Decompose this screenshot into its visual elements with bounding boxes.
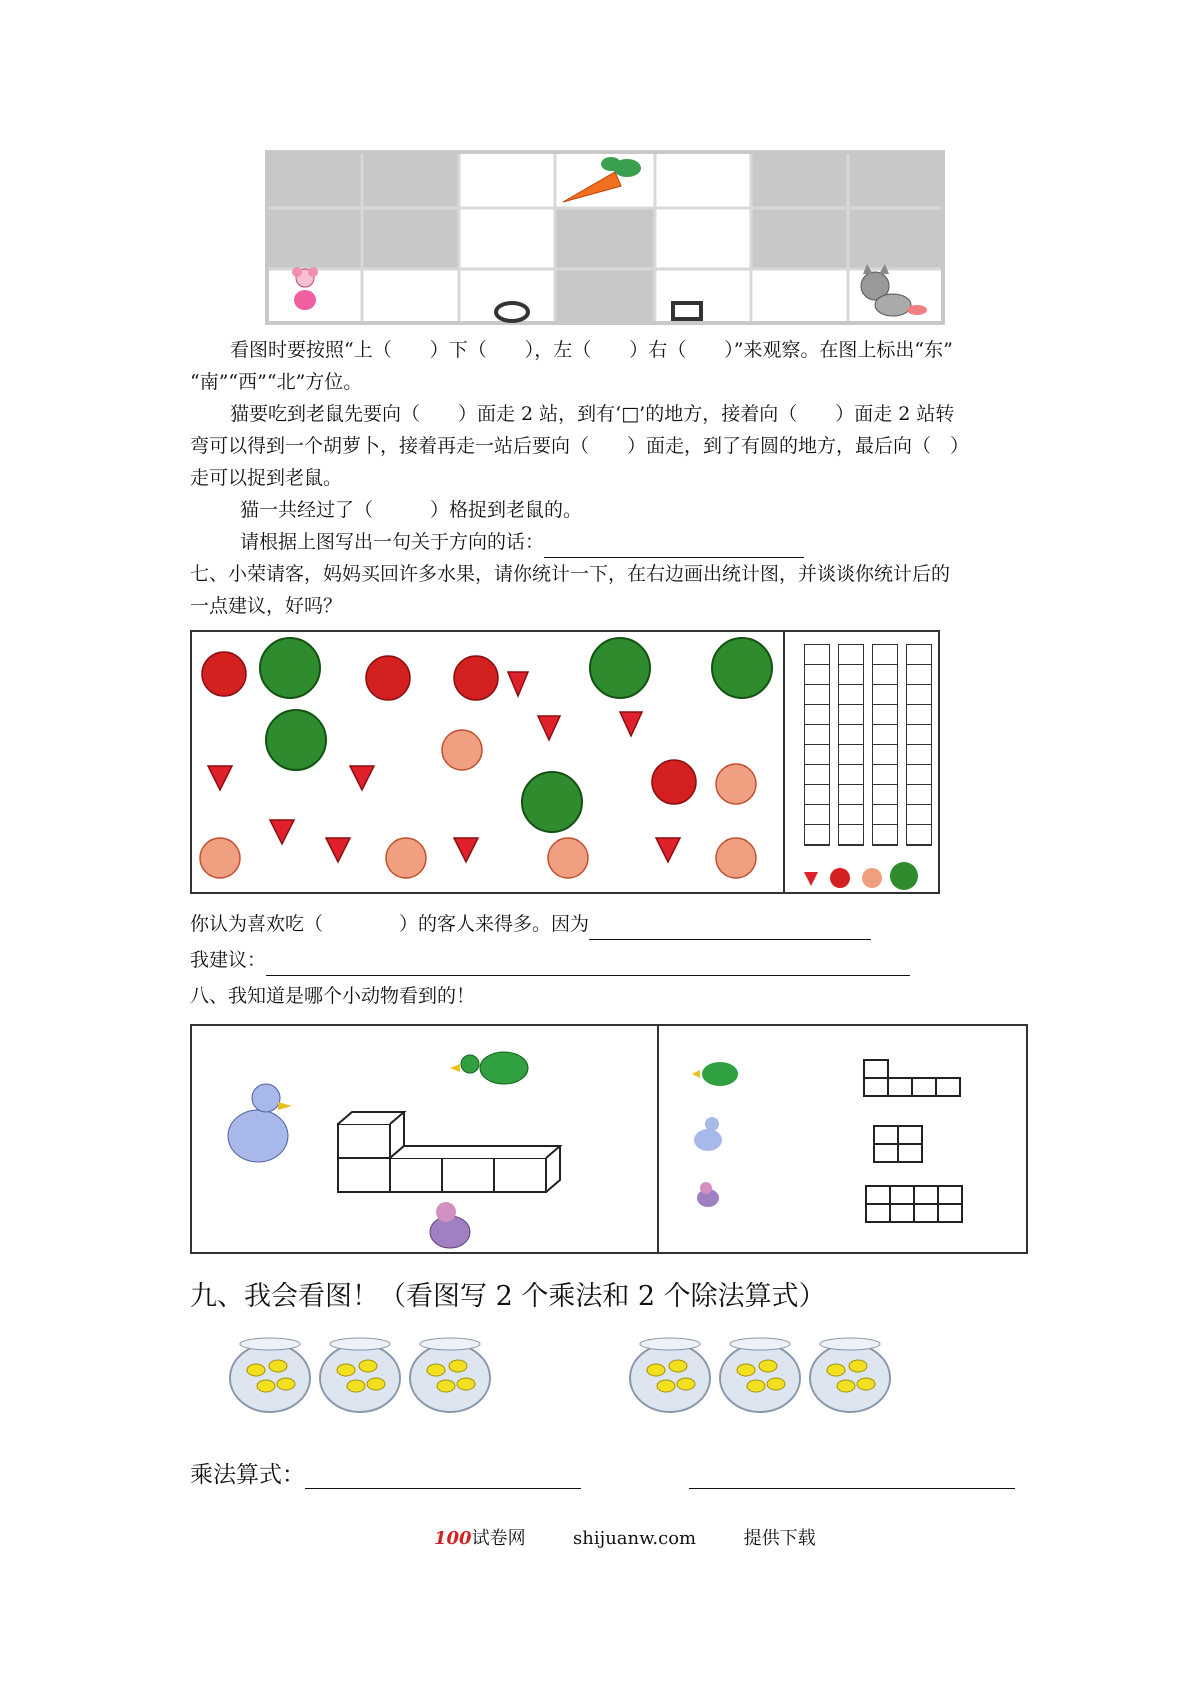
section7-title: 七、小荣请客，妈妈买回许多水果，请你统计一下，在右边画出统计图，并谈谈你统计后的 (190, 563, 951, 585)
multiplication-blank-2[interactable] (689, 1462, 1015, 1489)
maze-line-7 (240, 526, 804, 558)
watermelon-icons (260, 638, 772, 832)
maze-line-5: 走可以捉到老鼠。 (190, 467, 343, 489)
maze-block (269, 154, 459, 269)
animal-views-picture (192, 1026, 1026, 1252)
fishbowl-group-right (630, 1338, 890, 1412)
maze-figure (265, 150, 945, 325)
animal-views-panel (190, 1024, 1028, 1254)
section7-question-2 (190, 944, 910, 976)
maze-line-3: 猫要吃到老鼠先要向（ ）面走 2 站，到有‘□’的地方，接着向（ ）面走 2 站转 (230, 403, 955, 425)
section7-title-2: 一点建议，好吗？ (190, 595, 343, 617)
duck-small-icon (694, 1117, 722, 1151)
parrot-icon (450, 1052, 528, 1084)
parrot-small-icon (692, 1062, 738, 1086)
multiplication-row (190, 1456, 1015, 1489)
suggestion-blank[interactable] (266, 953, 910, 976)
multiplication-label: 乘法算式： (190, 1462, 305, 1488)
strawberry-icons (208, 672, 680, 862)
section7-question-2-text: 我建议： (190, 949, 267, 971)
tally-column-peach[interactable] (872, 644, 898, 846)
maze-line-6: 猫一共经过了（ ）格捉到老鼠的。 (240, 499, 583, 521)
fishbowl-group-left (230, 1338, 490, 1412)
section7-question-1-text: 你认为喜欢吃（ ）的客人来得多。因为 (190, 913, 590, 935)
duck-icon (228, 1084, 292, 1162)
rabbit-small-icon (697, 1182, 719, 1207)
footer-url[interactable]: shijuanw.com (573, 1528, 697, 1549)
maze-line-2: “南”“西”“北”方位。 (190, 371, 363, 393)
reason-blank[interactable] (589, 917, 871, 940)
answer-blank[interactable] (544, 535, 804, 558)
footer-suffix: 提供下载 (743, 1528, 816, 1549)
maze-block (555, 208, 655, 323)
footer-site-name: 试卷网 (471, 1528, 526, 1549)
section9-title: 九、我会看图！（看图写 2 个乘法和 2 个除法算式） (190, 1281, 826, 1312)
tally-column-strawberry[interactable] (804, 644, 830, 846)
view-options (864, 1060, 962, 1222)
legend-fruits (804, 862, 918, 890)
section8-title: 八、我知道是哪个小动物看到的！ (190, 985, 476, 1007)
tally-column-watermelon[interactable] (906, 644, 932, 846)
multiplication-blank-1[interactable] (305, 1462, 581, 1489)
cube-structure (338, 1112, 560, 1192)
footer (434, 1524, 816, 1550)
maze-line-7-text: 请根据上图写出一句关于方向的话： (240, 531, 545, 553)
rabbit-icon (430, 1202, 470, 1248)
fruit-panel (190, 630, 940, 894)
maze-line-1: 看图时要按照“上（ ）下（ ），左（ ）右（ ）”来观察。在图上标出“东” (230, 339, 953, 361)
footer-logo: 100 (434, 1528, 472, 1549)
fishbowls-picture (220, 1330, 1040, 1420)
maze-grid (265, 150, 945, 325)
section7-question-1 (190, 908, 871, 940)
maze-line-4: 弯可以得到一个胡萝卜，接着再走一站后要向（ ）面走，到了有圆的地方，最后向（ ） (190, 435, 970, 457)
tally-column-apple[interactable] (838, 644, 864, 846)
maze-block (751, 154, 941, 269)
